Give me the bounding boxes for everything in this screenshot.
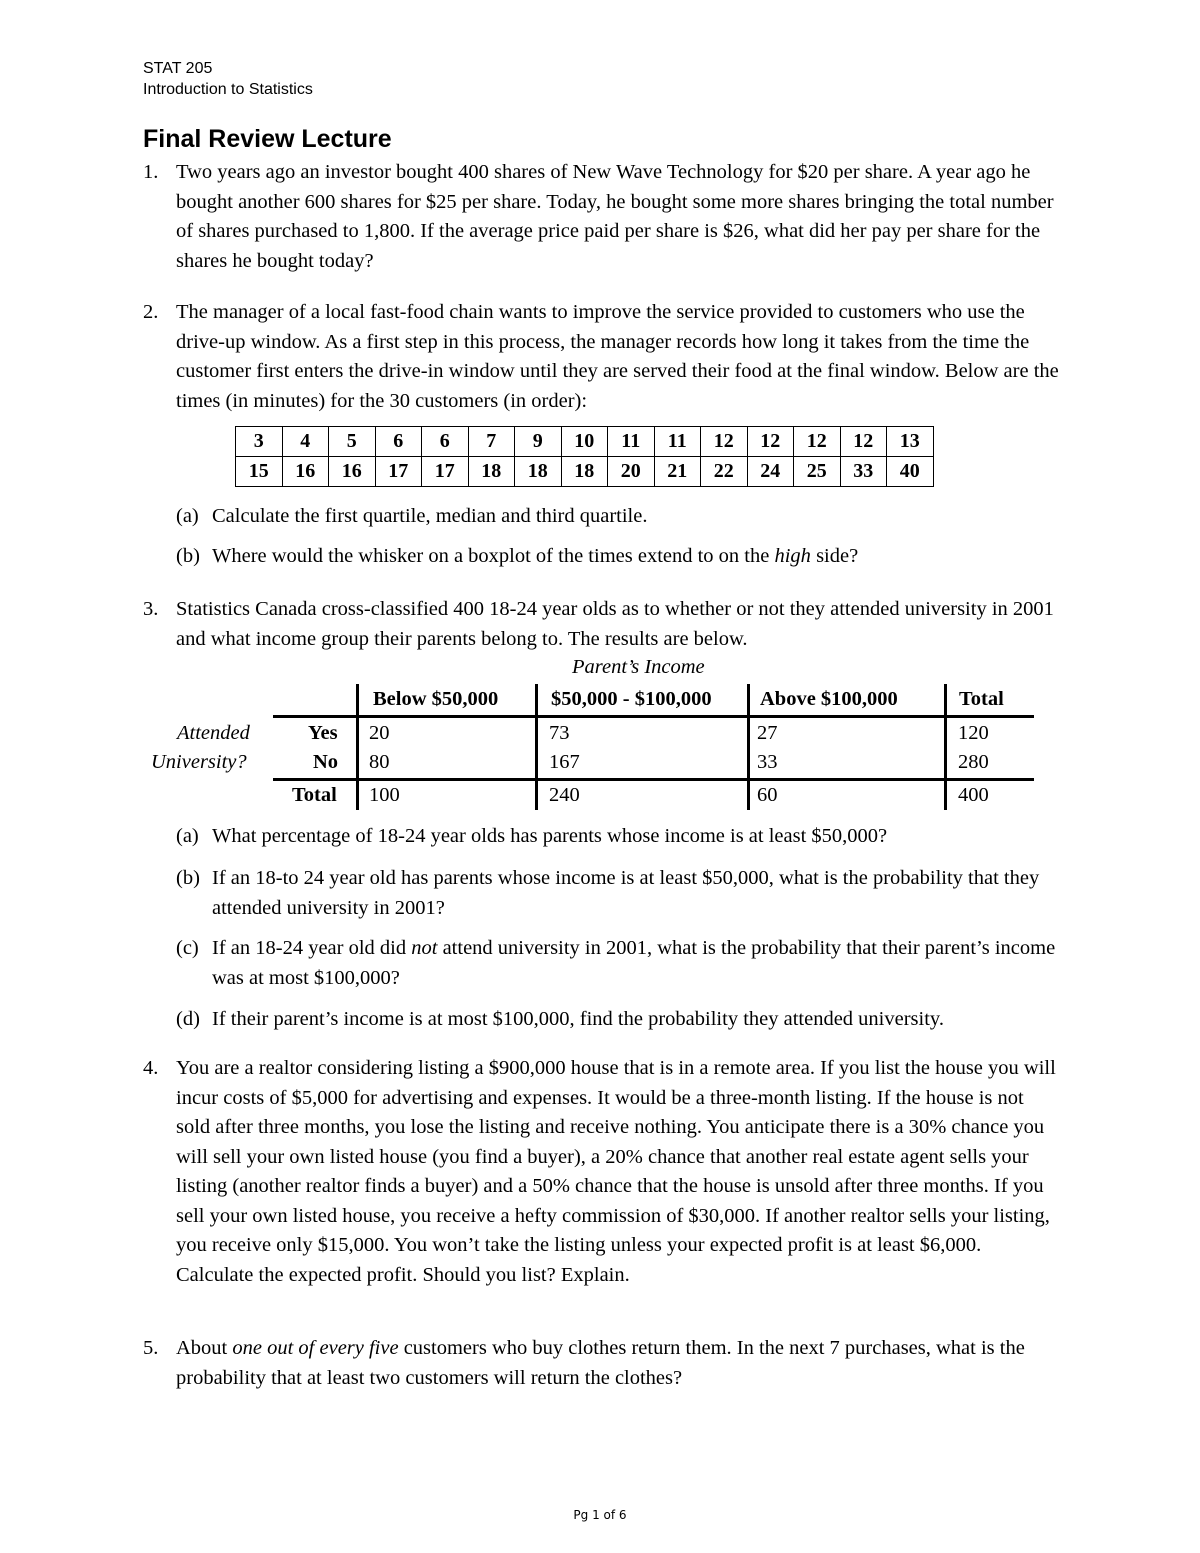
page-number: Pg 1 of 6	[573, 1508, 627, 1522]
question-number: 5.	[143, 1337, 159, 1359]
time-cell: 12	[701, 427, 748, 457]
time-cell: 13	[887, 427, 934, 457]
question-text: You are a realtor considering listing a $900,000 house that is in a remote area. If you list the house you will incur costs of $5,000 for advertising and expenses. It would be a three-month listing. If the house is not sold after three months, you lose the listing and receive nothing. You anticipate there is a 30% chance you will sell your own listed house (you find a buyer), a 20% chance that another real estate agent sells your listing (another realtor finds a buyer) and a 50% chance that the house is unsold after three months. If you sell your own listed house, you receive a hefty commission of $30,000. If another realtor sells your listing, you receive only $15,000. You won’t take the listing unless your expected profit is at least $6,000. Calculate the expected profit. Should you list? Explain.	[176, 1057, 1056, 1286]
time-cell: 12	[747, 427, 794, 457]
time-cell: 11	[608, 427, 655, 457]
subpart-label: (a)	[176, 505, 199, 527]
question-text: The manager of a local fast-food chain wants to improve the service provided to customers who use the drive-up window. As a first step in this process, the manager records how long it takes from the time the customer first enters the drive-in window until they are served their food at the final window. Below are the times (in minutes) for the 30 customers (in order):	[176, 301, 1059, 412]
question-2a	[176, 502, 1066, 532]
subpart-text: What percentage of 18-24 year olds has parents whose income is at least $50,000?	[212, 825, 888, 847]
question-4	[143, 1054, 1063, 1290]
table-divider	[535, 684, 538, 810]
time-cell: 17	[375, 457, 422, 487]
subpart-label: (c)	[176, 937, 199, 959]
question-text: Two years ago an investor bought 400 shares of New Wave Technology for $20 per share. A year ago he bought another 600 shares for $25 per share. Today, he bought some more shares bringing the total number of shares purchased to 1,800. If the average price paid per share is $26, what did her pay per share for the shares he bought today?	[176, 161, 1054, 272]
table-cell: 80	[369, 751, 390, 773]
table-divider	[944, 684, 947, 810]
time-cell: 24	[747, 457, 794, 487]
text-run: side?	[810, 545, 859, 567]
time-cell: 9	[515, 427, 562, 457]
text-run: If an 18-24 year old did	[212, 937, 412, 959]
question-number: 4.	[143, 1057, 159, 1079]
text-run: attend university in 2001, what is the probability that their parent’s income was at most $100,000?	[212, 937, 1056, 989]
table-divider	[356, 684, 359, 810]
row-label-total: Total	[292, 784, 337, 806]
table-cell: 27	[757, 722, 778, 744]
question-3d	[176, 1005, 1066, 1035]
table-cell: 400	[958, 784, 989, 806]
time-cell: 3	[236, 427, 283, 457]
subpart-label: (b)	[176, 867, 200, 889]
page-title: Final Review Lecture	[143, 125, 392, 153]
time-cell: 22	[701, 457, 748, 487]
question-number: 1.	[143, 161, 159, 183]
table-caption: Parent’s Income	[572, 656, 705, 678]
table-cell: 280	[958, 751, 989, 773]
time-cell: 20	[608, 457, 655, 487]
subpart-label: (d)	[176, 1008, 200, 1030]
question-text	[176, 1334, 1063, 1393]
table-cell: 73	[549, 722, 570, 744]
time-cell: 18	[515, 457, 562, 487]
text-run: About	[176, 1337, 233, 1359]
question-2	[143, 298, 1063, 416]
time-cell: 16	[329, 457, 376, 487]
question-1	[143, 158, 1063, 276]
course-code: STAT 205	[143, 60, 213, 77]
time-cell: 7	[468, 427, 515, 457]
time-cell: 15	[236, 457, 283, 487]
time-cell: 18	[468, 457, 515, 487]
table-rule	[273, 715, 1034, 718]
column-header: Total	[959, 688, 1004, 710]
time-cell: 6	[422, 427, 469, 457]
time-cell: 5	[329, 427, 376, 457]
time-cell: 12	[794, 427, 841, 457]
row-group-label: Attended	[177, 722, 250, 744]
time-cell: 4	[282, 427, 329, 457]
column-header: $50,000 - $100,000	[551, 688, 712, 710]
subpart-text	[212, 934, 1066, 993]
question-number: 3.	[143, 598, 159, 620]
times-table	[235, 426, 934, 487]
time-cell: 16	[282, 457, 329, 487]
times-row-1	[236, 427, 934, 457]
row-label-no: No	[313, 751, 339, 773]
question-3c	[176, 934, 1066, 993]
question-3	[143, 595, 1063, 654]
column-header: Below $50,000	[373, 688, 499, 710]
time-cell: 12	[840, 427, 887, 457]
time-cell: 11	[654, 427, 701, 457]
column-header: Above $100,000	[760, 688, 898, 710]
table-cell: 167	[549, 751, 580, 773]
income-contingency-table	[140, 655, 1040, 815]
row-group-label: University?	[151, 751, 247, 773]
question-3b	[176, 864, 1066, 923]
emphasis-text: one out of every five	[232, 1337, 399, 1359]
table-cell: 100	[369, 784, 400, 806]
emphasis-text: high	[774, 545, 811, 567]
table-cell: 33	[757, 751, 778, 773]
times-row-2	[236, 457, 934, 487]
time-cell: 21	[654, 457, 701, 487]
course-header	[143, 58, 313, 100]
text-run: Where would the whisker on a boxplot of the times extend to on the	[212, 545, 775, 567]
time-cell: 6	[375, 427, 422, 457]
time-cell: 33	[840, 457, 887, 487]
subpart-label: (b)	[176, 545, 200, 567]
table-rule	[273, 778, 1034, 781]
subpart-label: (a)	[176, 825, 199, 847]
emphasis-text: not	[411, 937, 438, 959]
table-cell: 60	[757, 784, 778, 806]
table-cell: 120	[958, 722, 989, 744]
time-cell: 25	[794, 457, 841, 487]
table-cell: 20	[369, 722, 390, 744]
table-cell: 240	[549, 784, 580, 806]
question-5	[143, 1334, 1063, 1393]
question-number: 2.	[143, 301, 159, 323]
row-label-yes: Yes	[308, 722, 338, 744]
subpart-text: If an 18-to 24 year old has parents whose income is at least $50,000, what is the probability that they attended university in 2001?	[212, 867, 1040, 919]
time-cell: 40	[887, 457, 934, 487]
question-text: Statistics Canada cross-classified 400 18-24 year olds as to whether or not they attended university in 2001 and what income group their parents belong to. The results are below.	[176, 598, 1054, 650]
subpart-text	[212, 542, 1066, 572]
time-cell: 10	[561, 427, 608, 457]
question-3a	[176, 822, 1066, 852]
text-run: customers who buy clothes return them. In the next 7 purchases, what is the probability that at least two customers will return the clothes?	[176, 1337, 1025, 1389]
subpart-text: If their parent’s income is at most $100,000, find the probability they attended university.	[212, 1008, 944, 1030]
course-subtitle: Introduction to Statistics	[143, 81, 313, 98]
question-2b	[176, 542, 1066, 572]
subpart-text: Calculate the first quartile, median and third quartile.	[212, 505, 648, 527]
table-divider	[747, 684, 750, 810]
time-cell: 18	[561, 457, 608, 487]
time-cell: 17	[422, 457, 469, 487]
